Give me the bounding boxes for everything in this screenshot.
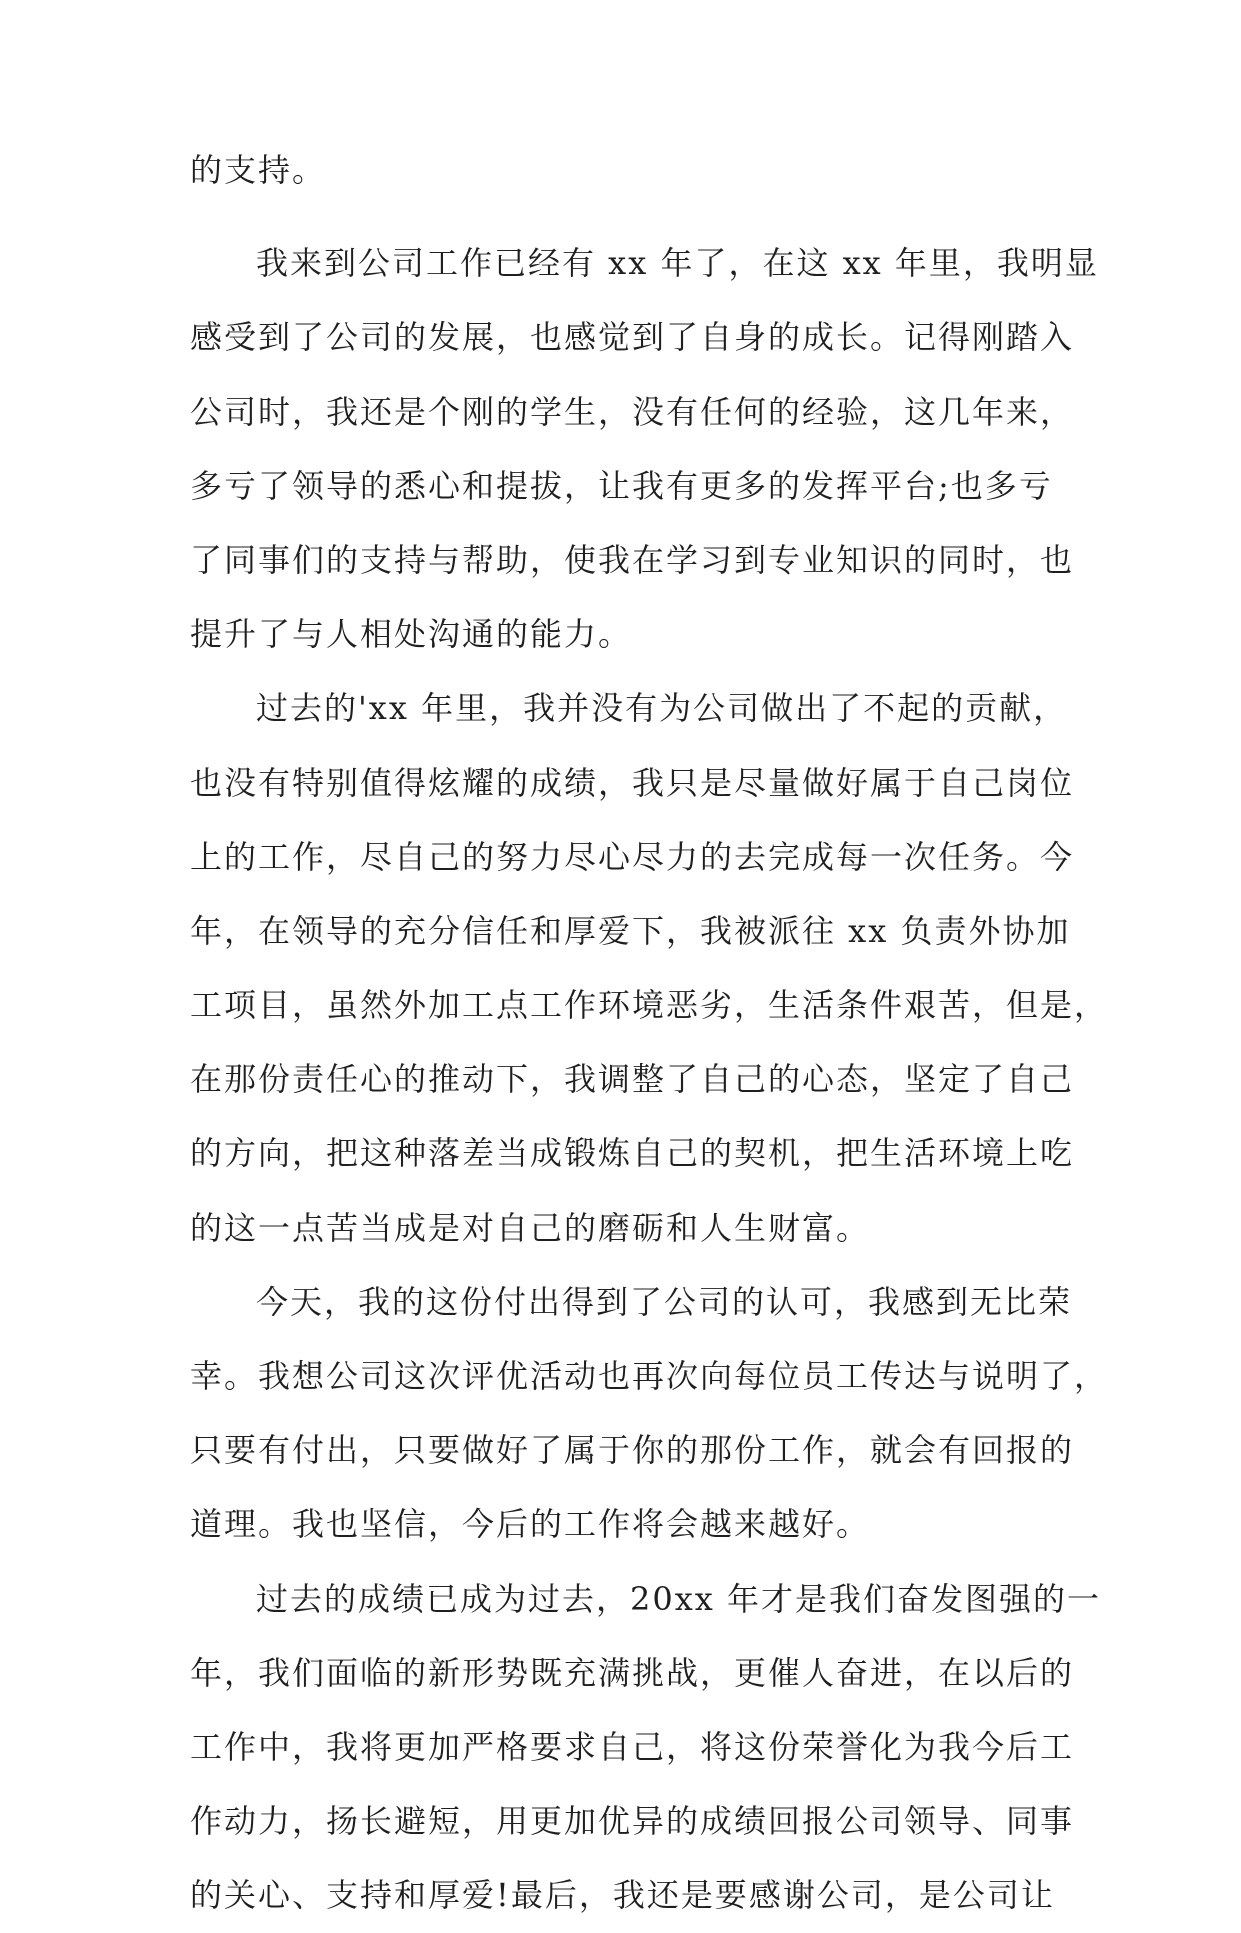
text-line: 多亏了领导的悉心和提拔，让我有更多的发挥平台;也多亏 [190,466,1053,505]
text-line: 的关心、支持和厚爱!最后，我还是要感谢公司，是公司让 [190,1876,1055,1915]
text-line: 工作中，我将更加严格要求自己，将这份荣誉化为我今后工 [190,1727,1075,1766]
document-body [190,151,1109,1933]
text-line: 的支持。 [190,151,327,189]
text-line: 作动力，扬长避短，用更加优异的成绩回报公司领导、同事 [190,1802,1075,1841]
paragraph-start-line: 我来到公司工作已经有 xx 年了，在这 xx 年里，我明显 [256,244,1099,283]
text-line: 上的工作，尽自己的努力尽心尽力的去完成每一次任务。今 [190,837,1075,876]
text-line: 在那份责任心的推动下，我调整了自己的心态，坚定了自己 [190,1060,1075,1099]
text-line: 道理。我也坚信，今后的工作将会越来越好。 [190,1505,871,1544]
text-line: 的这一点苦当成是对自己的磨砺和人生财富。 [190,1208,871,1247]
paragraph-start-line: 过去的'xx 年里，我并没有为公司做出了不起的贡献， [256,689,1068,728]
text-line: 的方向，把这种落差当成锻炼自己的契机，把生活环境上吃 [190,1134,1075,1173]
text-line: 了同事们的支持与帮助，使我在学习到专业知识的同时，也 [190,540,1075,579]
text-line: 感受到了公司的发展，也感觉到了自身的成长。记得刚踏入 [190,318,1075,357]
text-line: 公司时，我还是个刚的学生，没有任何的经验，这几年来， [190,392,1075,431]
text-line: 也没有特别值得炫耀的成绩，我只是尽量做好属于自己岗位 [190,763,1075,802]
text-line: 幸。我想公司这次评优活动也再次向每位员工传达与说明了， [190,1357,1109,1395]
text-line: 只要有付出，只要做好了属于你的那份工作，就会有回报的 [190,1431,1075,1470]
text-line: 提升了与人相处沟通的能力。 [190,615,633,654]
paragraph-start-line: 今天，我的这份付出得到了公司的认可，我感到无比荣 [256,1282,1073,1321]
text-line: 年，在领导的充分信任和厚爱下，我被派往 xx 负责外协加 [190,911,1071,950]
text-line: 年，我们面临的新形势既充满挑战，更催人奋进，在以后的 [190,1653,1075,1692]
text-line: 工项目，虽然外加工点工作环境恶劣，生活条件艰苦，但是， [190,986,1109,1025]
paragraph-start-line: 过去的成绩已成为过去，20xx 年才是我们奋发图强的一 [256,1579,1101,1618]
